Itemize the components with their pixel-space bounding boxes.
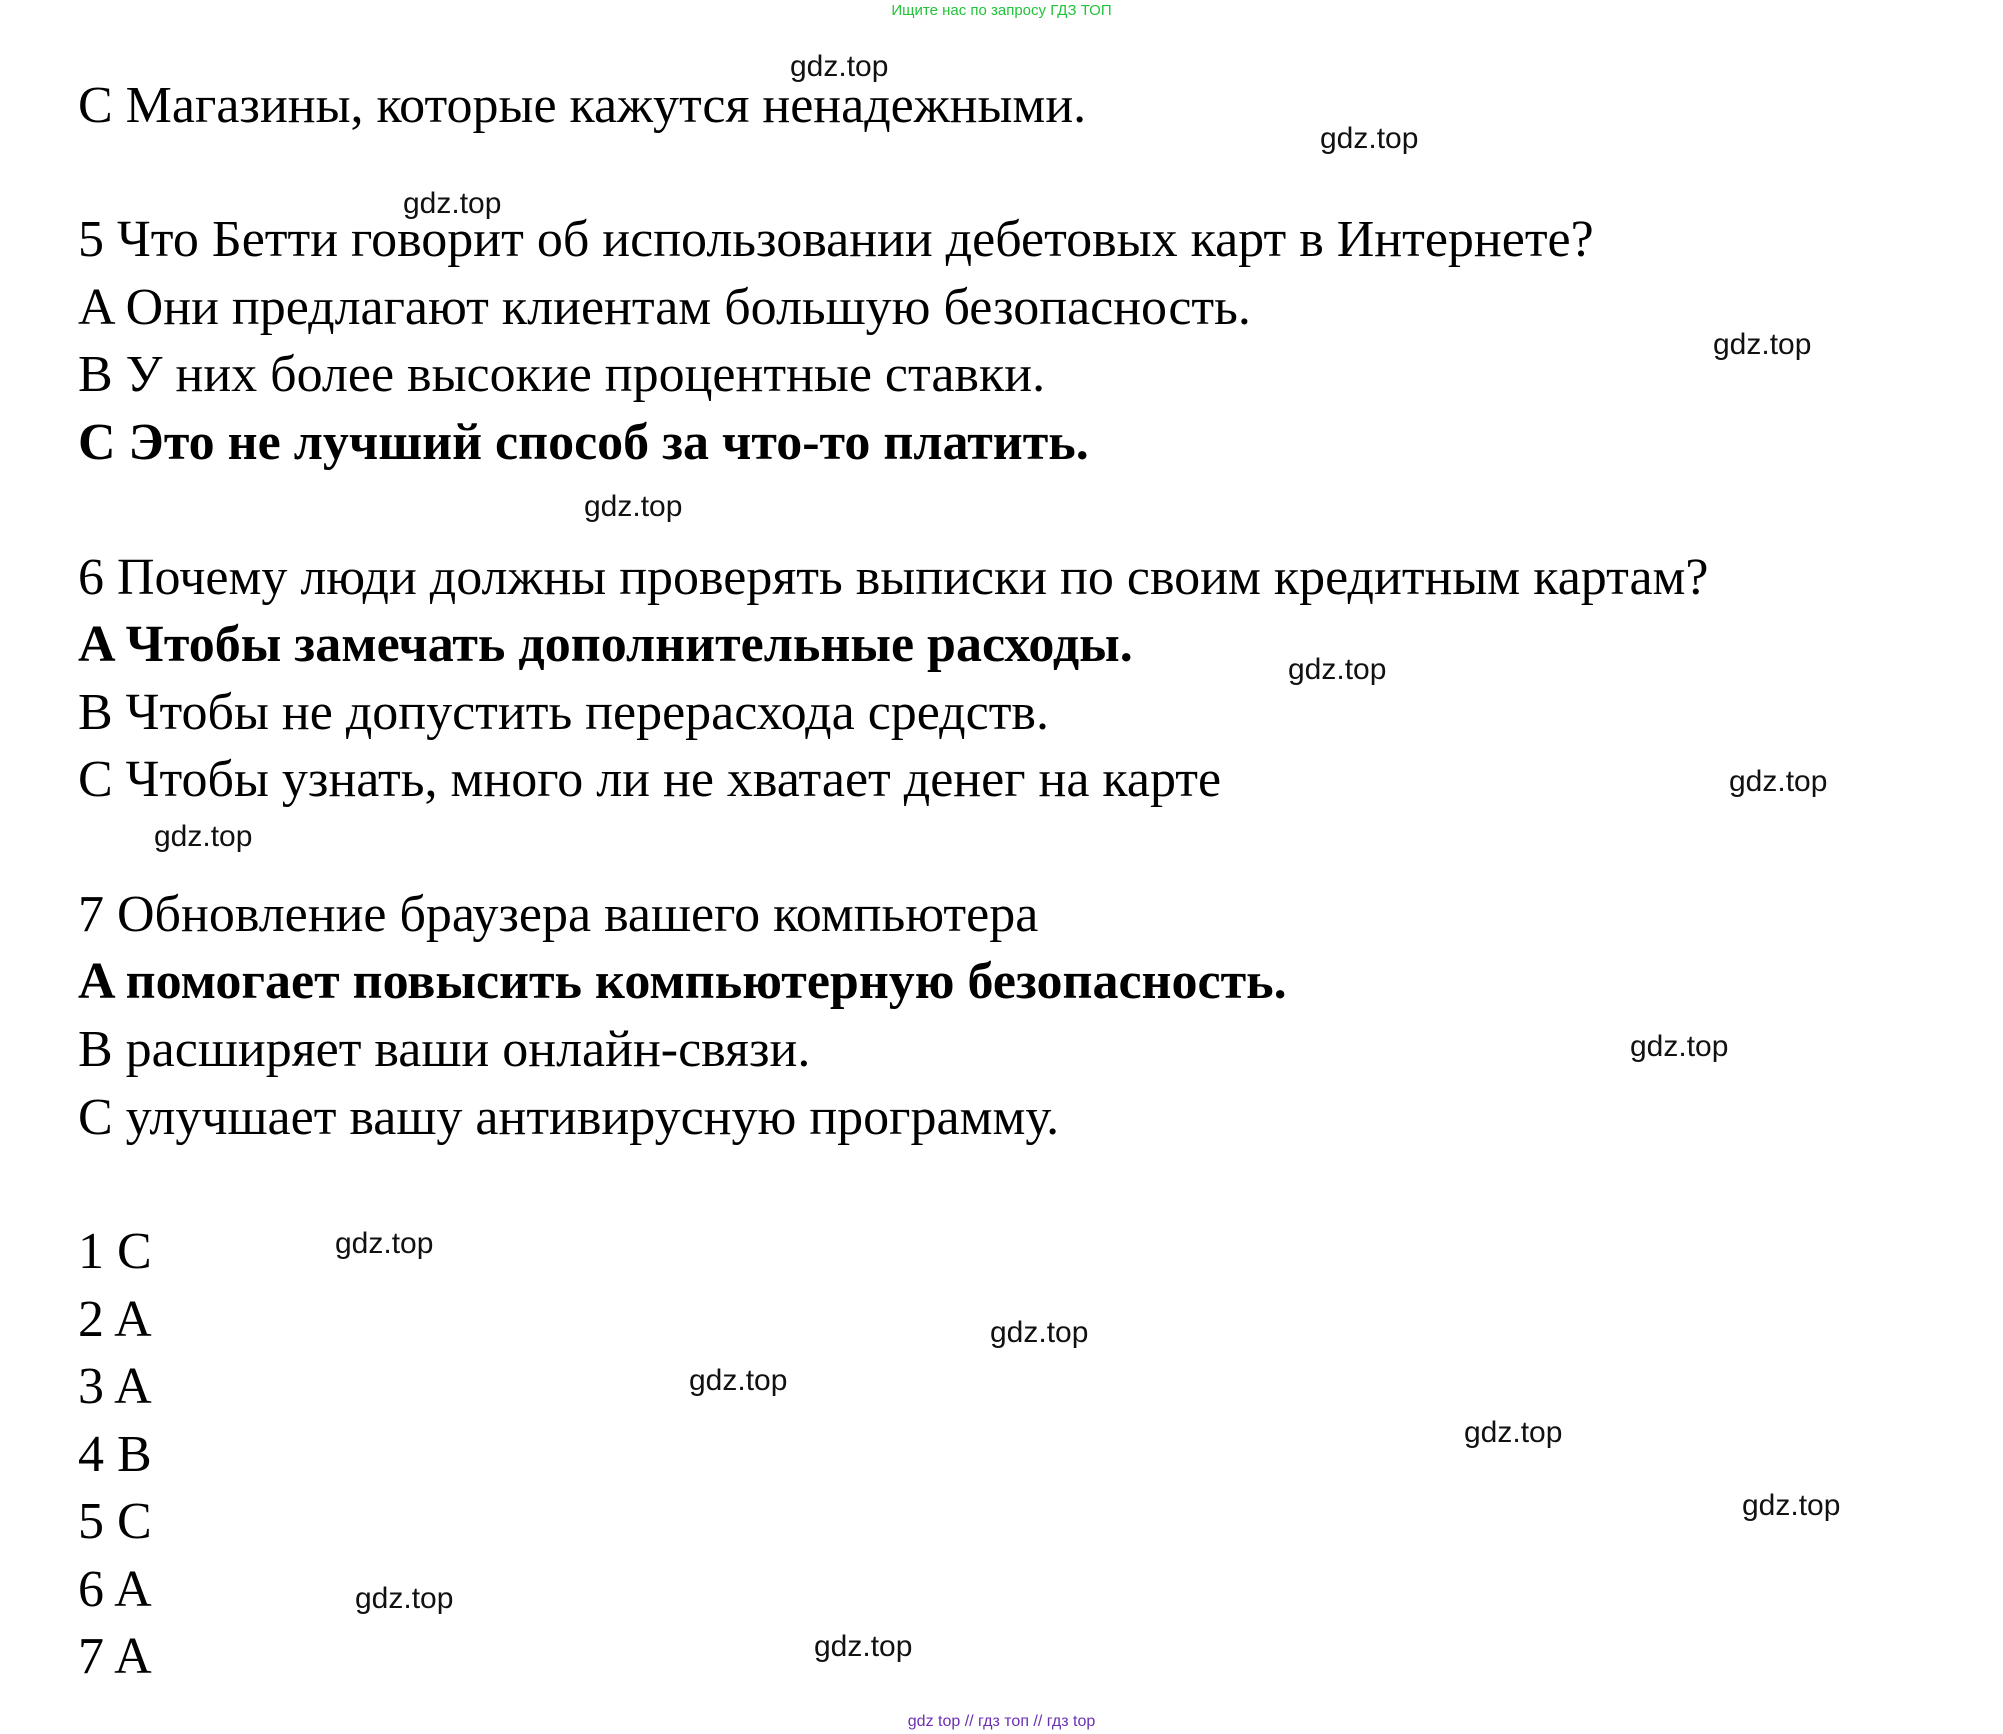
q7-question: 7 Обновление браузера вашего компьютера — [78, 886, 1039, 943]
q5-option-c-correct: С Это не лучший способ за что-то платить. — [78, 414, 1089, 471]
answer-2: 2 A — [78, 1291, 152, 1348]
watermark: gdz.top — [1630, 1030, 1729, 1063]
answer-7: 7 A — [78, 1628, 152, 1685]
watermark: gdz.top — [584, 490, 683, 523]
q7-option-a-correct: A помогает повысить компьютерную безопасность. — [78, 953, 1287, 1010]
watermark: gdz.top — [1742, 1489, 1841, 1522]
q6-option-b: B Чтобы не допустить перерасхода средств. — [78, 684, 1049, 741]
watermark: gdz.top — [1713, 328, 1812, 361]
q6-option-c: С Чтобы узнать, много ли не хватает денег на карте — [78, 751, 1222, 808]
q4-option-c: С Магазины, которые кажутся ненадежными. — [78, 77, 1087, 134]
watermark: gdz.top — [790, 50, 889, 83]
answer-4: 4 B — [78, 1426, 152, 1483]
watermark: gdz.top — [990, 1316, 1089, 1349]
q5-question: 5 Что Бетти говорит об использовании дебетовых карт в Интернете? — [78, 211, 1594, 268]
watermark: gdz.top — [814, 1630, 913, 1663]
q7-option-b: B расширяет ваши онлайн-связи. — [78, 1021, 811, 1078]
watermark: gdz.top — [335, 1227, 434, 1260]
q5-option-b: B У них более высокие процентные ставки. — [78, 346, 1046, 403]
answer-6: 6 A — [78, 1561, 152, 1618]
watermark: gdz.top — [1288, 653, 1387, 686]
watermark: gdz.top — [403, 187, 502, 220]
q5-option-a: A Они предлагают клиентам большую безопасность. — [78, 279, 1251, 336]
watermark: gdz.top — [355, 1582, 454, 1615]
q6-question: 6 Почему люди должны проверять выписки по своим кредитным картам? — [78, 549, 1709, 606]
watermark: gdz.top — [1464, 1416, 1563, 1449]
watermark: gdz.top — [1320, 122, 1419, 155]
q7-option-c: С улучшает вашу антивирусную программу. — [78, 1089, 1060, 1146]
answer-3: 3 A — [78, 1358, 152, 1415]
top-banner: Ищите нас по запросу ГДЗ ТОП — [891, 2, 1112, 19]
watermark: gdz.top — [689, 1364, 788, 1397]
watermark: gdz.top — [154, 820, 253, 853]
q6-option-a-correct: A Чтобы замечать дополнительные расходы. — [78, 616, 1133, 673]
answer-5: 5 С — [78, 1493, 152, 1550]
watermark: gdz.top — [1729, 765, 1828, 798]
footer-links: gdz top // гдз топ // гдз top — [907, 1713, 1096, 1730]
answer-1: 1 С — [78, 1223, 152, 1280]
